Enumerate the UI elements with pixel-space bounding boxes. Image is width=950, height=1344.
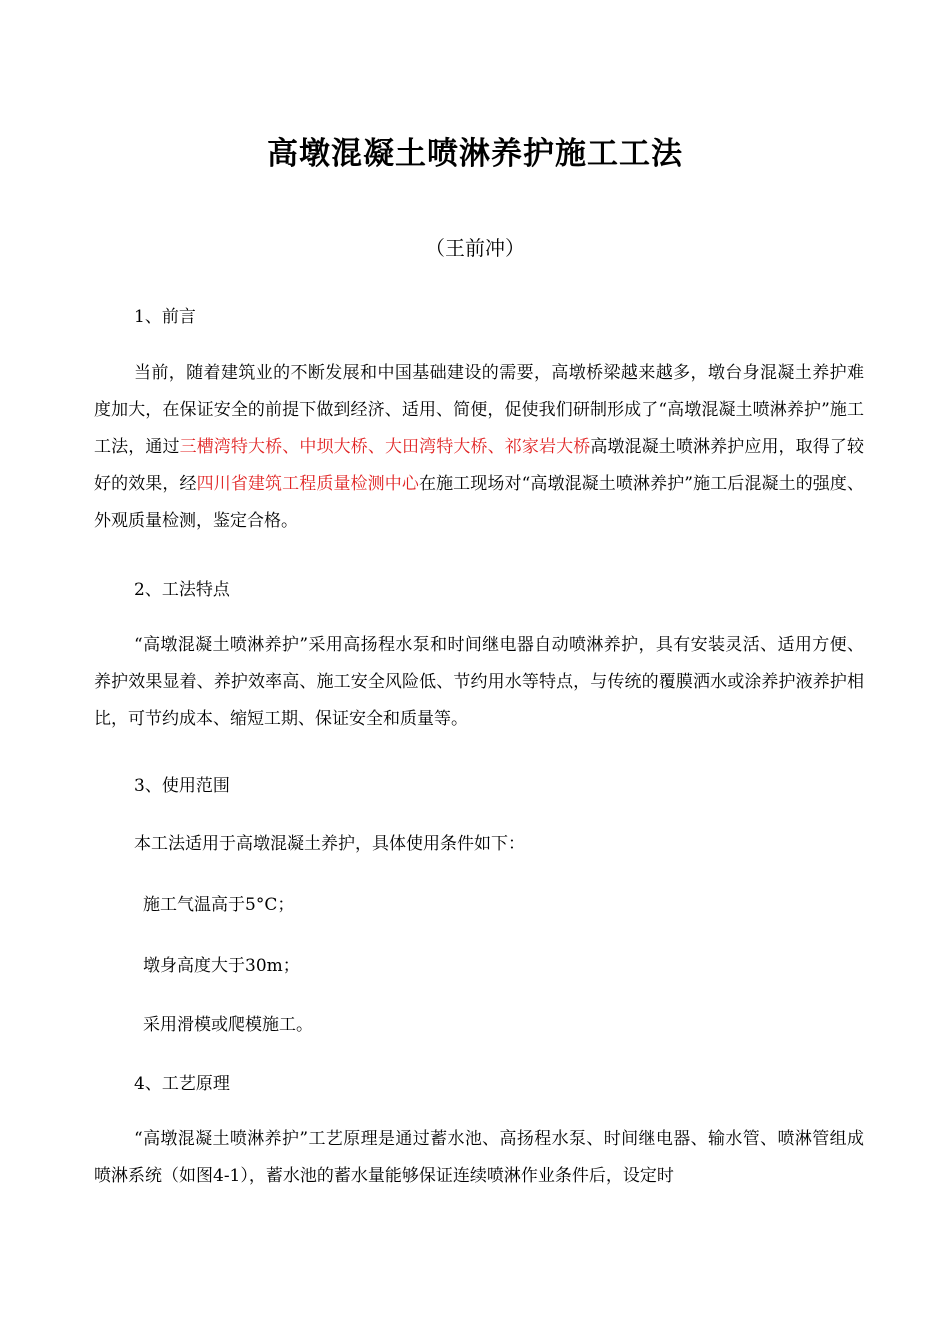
section-heading-2: 2、工法特点	[134, 580, 230, 600]
paragraph-text: 当前，随着建筑业的不断发展和中国基础建设的需要，高墩桥梁越来越多，墩台身混凝土养护难度加大，在保证安全的前提下做到经济、适用、简便，促使我们研制形成了“高墩混凝土喷淋养护”施工工法，通过	[94, 363, 864, 457]
condition-item: 采用滑模或爬模施工。	[143, 1015, 313, 1035]
condition-item: 墩身高度大于30m；	[143, 956, 300, 976]
section-1-paragraph	[94, 355, 864, 540]
section-heading-1: 1、前言	[134, 307, 196, 327]
section-2-paragraph: “高墩混凝土喷淋养护”采用高扬程水泵和时间继电器自动喷淋养护，具有安装灵活、适用方便、养护效果显着、养护效率高、施工安全风险低、节约用水等特点，与传统的覆膜洒水或涂养护液养护相比，可节约成本、缩短工期、保证安全和质量等。	[94, 635, 864, 729]
section-4-paragraph: “高墩混凝土喷淋养护”工艺原理是通过蓄水池、高扬程水泵、时间继电器、输水管、喷淋管组成喷淋系统（如图4-1），蓄水池的蓄水量能够保证连续喷淋作业条件后，设定时	[94, 1129, 864, 1186]
highlighted-inspection-center: 四川省建筑工程质量检测中心	[196, 474, 419, 494]
document-title: 高墩混凝土喷淋养护施工工法	[267, 136, 683, 172]
paragraph-text: 在施工现场对“高墩混凝土喷淋养护”施工后混凝土的强度、外观质量检测，鉴定合格。	[94, 474, 865, 531]
section-heading-3: 3、使用范围	[134, 776, 230, 796]
highlighted-bridge-names: 三槽湾特大桥、中坝大桥、大田湾特大桥、祁家岩大桥	[179, 437, 591, 457]
author-line: （王前冲）	[425, 236, 525, 260]
section-heading-4: 4、工艺原理	[134, 1074, 230, 1094]
condition-item: 施工气温高于5°C；	[143, 895, 295, 915]
section-3-intro: 本工法适用于高墩混凝土养护，具体使用条件如下：	[134, 834, 525, 854]
paragraph-text: 高墩混凝土喷淋养护应用，取得了较好的效果，经	[94, 437, 865, 494]
